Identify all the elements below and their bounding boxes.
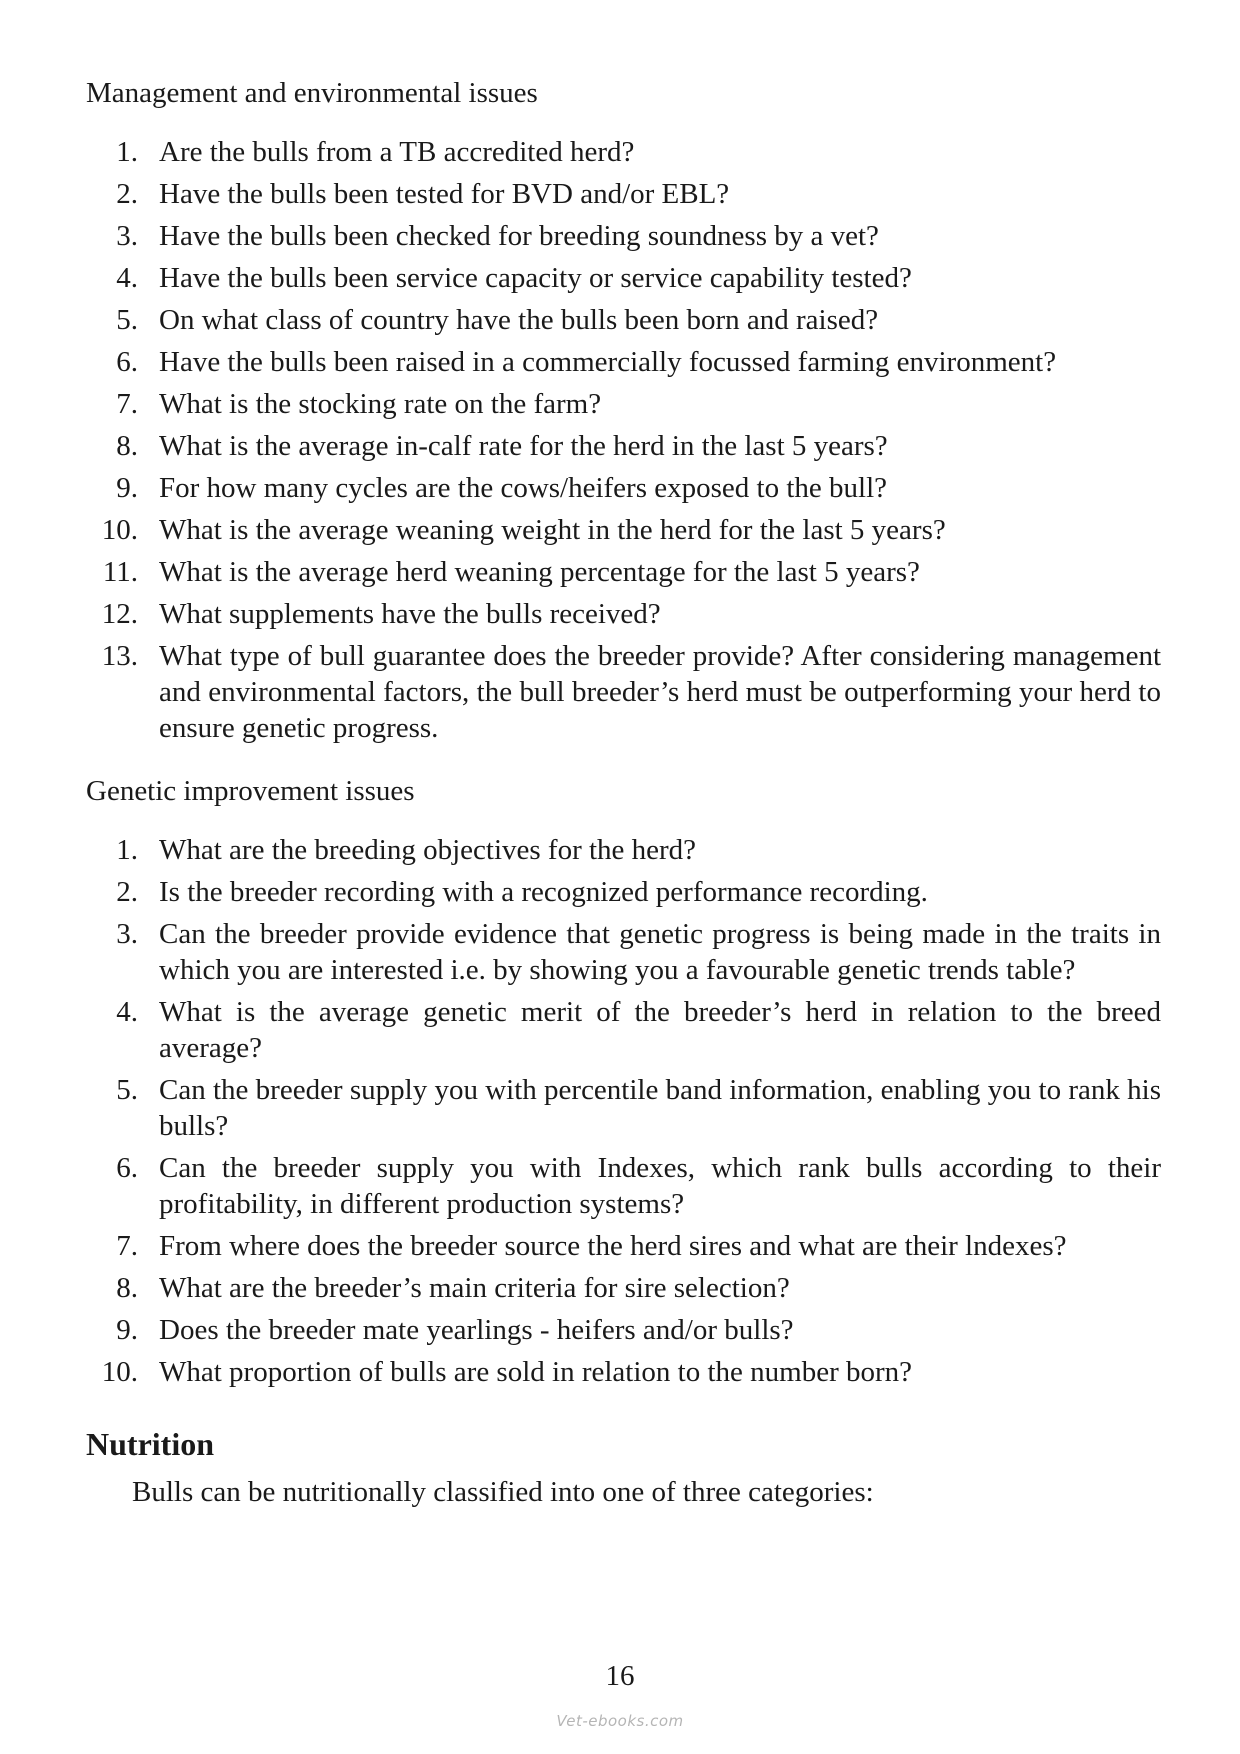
list-item (86, 1150, 1161, 1222)
item-text: Are the bulls from a TB accredited herd? (159, 136, 635, 168)
list-item (86, 386, 1161, 422)
list-item (86, 428, 1161, 464)
item-number: 11. (102, 556, 138, 588)
item-number: 4. (116, 262, 138, 294)
list-item (86, 1270, 1161, 1306)
nutrition-intro: Bulls can be nutritionally classified into one of three categories: (132, 1476, 874, 1508)
item-number: 4. (116, 996, 138, 1028)
item-number: 2. (116, 876, 138, 908)
genetic-heading: Genetic improvement issues (86, 775, 415, 807)
item-text: Have the bulls been raised in a commercially focussed farming environment? (159, 346, 1057, 378)
item-text: What proportion of bulls are sold in relation to the number born? (159, 1356, 913, 1388)
list-item (86, 302, 1161, 338)
item-text: Have the bulls been checked for breeding soundness by a vet? (159, 220, 879, 252)
list-item (86, 916, 1161, 988)
management-question-list (86, 134, 1161, 746)
list-item (86, 1354, 1161, 1390)
nutrition-title: Nutrition (86, 1426, 214, 1462)
item-text: Can the breeder supply you with Indexes, which rank bulls according to their profitability, in different production systems? (159, 1152, 1161, 1220)
list-item (86, 344, 1161, 380)
list-item (86, 874, 1161, 910)
list-item (86, 832, 1161, 868)
genetic-question-list (86, 832, 1161, 1390)
item-number: 10. (101, 514, 138, 546)
item-text: For how many cycles are the cows/heifers exposed to the bull? (159, 472, 888, 504)
document-page (86, 70, 1161, 1512)
list-item (86, 1312, 1161, 1348)
item-number: 7. (116, 1230, 138, 1262)
item-number: 9. (116, 1314, 138, 1346)
item-text: What are the breeding objectives for the herd? (159, 834, 697, 866)
list-item (86, 176, 1161, 212)
item-text: What is the average weaning weight in the herd for the last 5 years? (159, 514, 946, 546)
item-number: 3. (116, 220, 138, 252)
item-number: 8. (116, 430, 138, 462)
item-number: 13. (101, 640, 138, 672)
item-number: 1. (116, 136, 138, 168)
item-number: 9. (116, 472, 138, 504)
item-text: What is the average genetic merit of the breeder’s herd in relation to the breed average? (159, 996, 1161, 1064)
item-text: Can the breeder supply you with percentile band information, enabling you to rank his bulls? (159, 1074, 1161, 1142)
list-item (86, 470, 1161, 506)
list-item (86, 1228, 1161, 1264)
list-item (86, 218, 1161, 254)
item-text: What is the average in-calf rate for the herd in the last 5 years? (159, 430, 888, 462)
item-number: 6. (116, 1152, 138, 1184)
watermark-logo: Vet-ebooks.com (556, 1712, 684, 1730)
page-number: 16 (605, 1660, 635, 1692)
item-number: 1. (116, 834, 138, 866)
list-item (86, 596, 1161, 632)
list-item (86, 260, 1161, 296)
item-text: From where does the breeder source the herd sires and what are their lndexes? (159, 1230, 1067, 1262)
item-text: What supplements have the bulls received? (159, 598, 661, 630)
item-number: 6. (116, 346, 138, 378)
item-number: 12. (101, 598, 138, 630)
item-text: What type of bull guarantee does the breeder provide? After considering management and environmental factors, the bull breeder’s herd must be outperforming your herd to ensure genetic progress. (159, 640, 1161, 744)
list-item (86, 638, 1161, 746)
item-text: What is the stocking rate on the farm? (159, 388, 602, 420)
item-number: 5. (116, 304, 138, 336)
item-text: What is the average herd weaning percentage for the last 5 years? (159, 556, 920, 588)
list-item (86, 994, 1161, 1066)
list-item (86, 554, 1161, 590)
item-text: What are the breeder’s main criteria for sire selection? (159, 1272, 790, 1304)
item-number: 3. (116, 918, 138, 950)
item-text: Have the bulls been service capacity or service capability tested? (159, 262, 912, 294)
management-heading: Management and environmental issues (86, 77, 538, 109)
item-number: 10. (101, 1356, 138, 1388)
item-number: 7. (116, 388, 138, 420)
item-text: Does the breeder mate yearlings - heifers and/or bulls? (159, 1314, 794, 1346)
item-number: 8. (116, 1272, 138, 1304)
item-number: 2. (116, 178, 138, 210)
item-text: On what class of country have the bulls been born and raised? (159, 304, 879, 336)
item-number: 5. (116, 1074, 138, 1106)
list-item (86, 1072, 1161, 1144)
item-text: Have the bulls been tested for BVD and/or EBL? (159, 178, 730, 210)
list-item (86, 134, 1161, 170)
list-item (86, 512, 1161, 548)
item-text: Is the breeder recording with a recognized performance recording. (159, 876, 928, 908)
item-text: Can the breeder provide evidence that genetic progress is being made in the traits in which you are interested i.e. by showing you a favourable genetic trends table? (159, 918, 1161, 986)
